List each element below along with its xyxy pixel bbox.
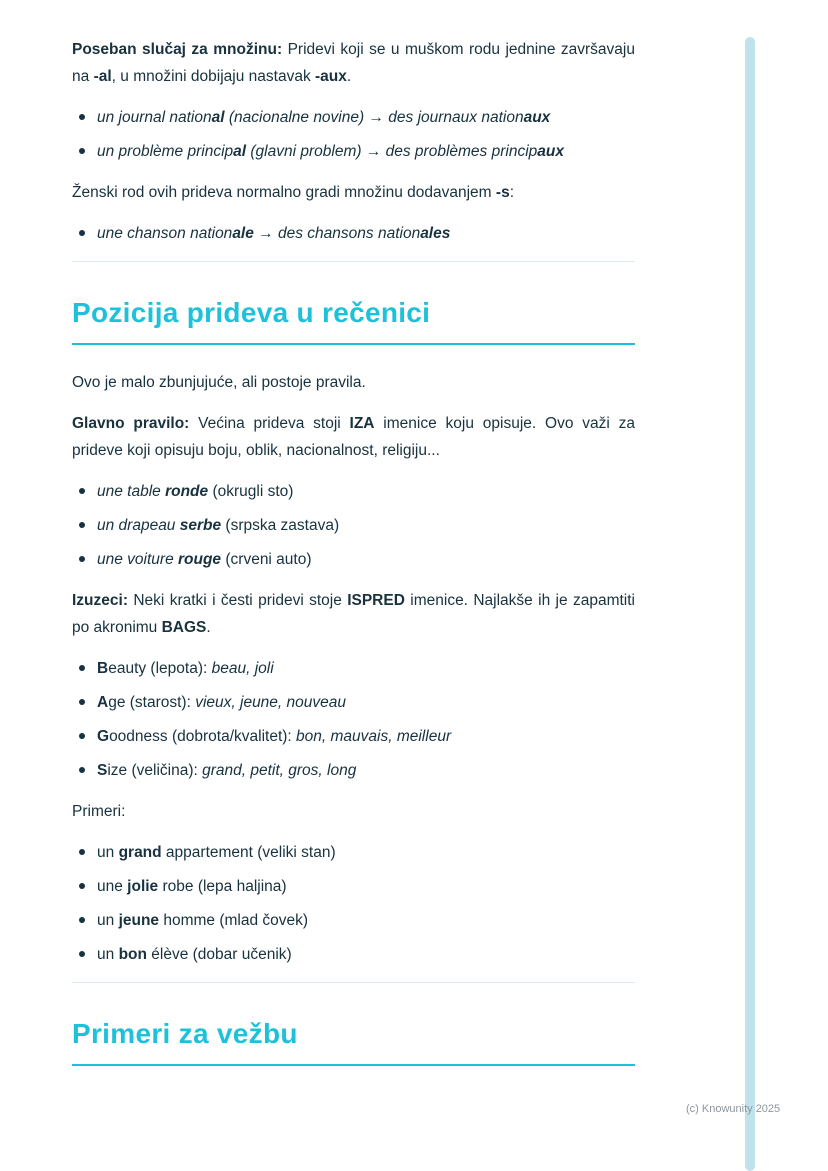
after-noun-examples-list — [72, 478, 635, 573]
list-item: Age (starost): vieux, jeune, nouveau — [72, 689, 635, 716]
list-item: un problème principal (glavni problem) → des problèmes principaux — [72, 138, 635, 165]
bags-acronym-list — [72, 655, 635, 784]
list-item: Beauty (lepota): beau, joli — [72, 655, 635, 682]
plural-rule-paragraph: Poseban slučaj za množinu: Pridevi koji se u muškom rodu jednine završavaju na -al, u množini dobijaju nastavak -aux. — [72, 41, 635, 85]
exceptions-paragraph: Izuzeci: Neki kratki i česti pridevi stoje ISPRED imenice. Najlakše ih je zapamtiti po akronimu BAGS. — [72, 592, 635, 636]
position-intro-paragraph: Ovo je malo zbunjujuće, ali postoje pravila. — [72, 374, 366, 391]
plural-examples-list — [72, 104, 635, 165]
heading-underline — [72, 343, 635, 345]
copyright-credit: (c) Knowunity 2025 — [686, 1103, 781, 1115]
list-item: un jeune homme (mlad čovek) — [72, 907, 635, 934]
heading-underline — [72, 1064, 635, 1066]
main-rule-paragraph: Glavno pravilo: Većina prideva stoji IZA imenice koju opisuje. Ovo važi za prideve koji opisuju boju, oblik, nacionalnost, religiju... — [72, 415, 635, 459]
section-divider — [72, 261, 635, 262]
practice-section-heading: Primeri za vežbu — [72, 1018, 298, 1049]
list-item: un journal national (nacionalne novine) → des journaux nationaux — [72, 104, 635, 131]
list-item: un grand appartement (veliki stan) — [72, 839, 635, 866]
position-section-heading: Pozicija prideva u rečenici — [72, 297, 431, 328]
list-item: Size (veličina): grand, petit, gros, long — [72, 757, 635, 784]
before-noun-examples-list — [72, 839, 635, 968]
feminine-plural-paragraph: Ženski rod ovih prideva normalno gradi množinu dodavanjem -s: — [72, 184, 515, 201]
list-item: une table ronde (okrugli sto) — [72, 478, 635, 505]
examples-label-paragraph: Primeri: — [72, 803, 126, 820]
list-item: un bon élève (dobar učenik) — [72, 941, 635, 968]
right-accent-stripe — [745, 37, 755, 1171]
document-content — [72, 36, 635, 1090]
list-item: une jolie robe (lepa haljina) — [72, 873, 635, 900]
list-item: un drapeau serbe (srpska zastava) — [72, 512, 635, 539]
list-item: une chanson nationale → des chansons nationales — [72, 220, 635, 247]
feminine-example-list — [72, 220, 635, 247]
list-item: une voiture rouge (crveni auto) — [72, 546, 635, 573]
section-divider — [72, 982, 635, 983]
list-item: Goodness (dobrota/kvalitet): bon, mauvais, meilleur — [72, 723, 635, 750]
